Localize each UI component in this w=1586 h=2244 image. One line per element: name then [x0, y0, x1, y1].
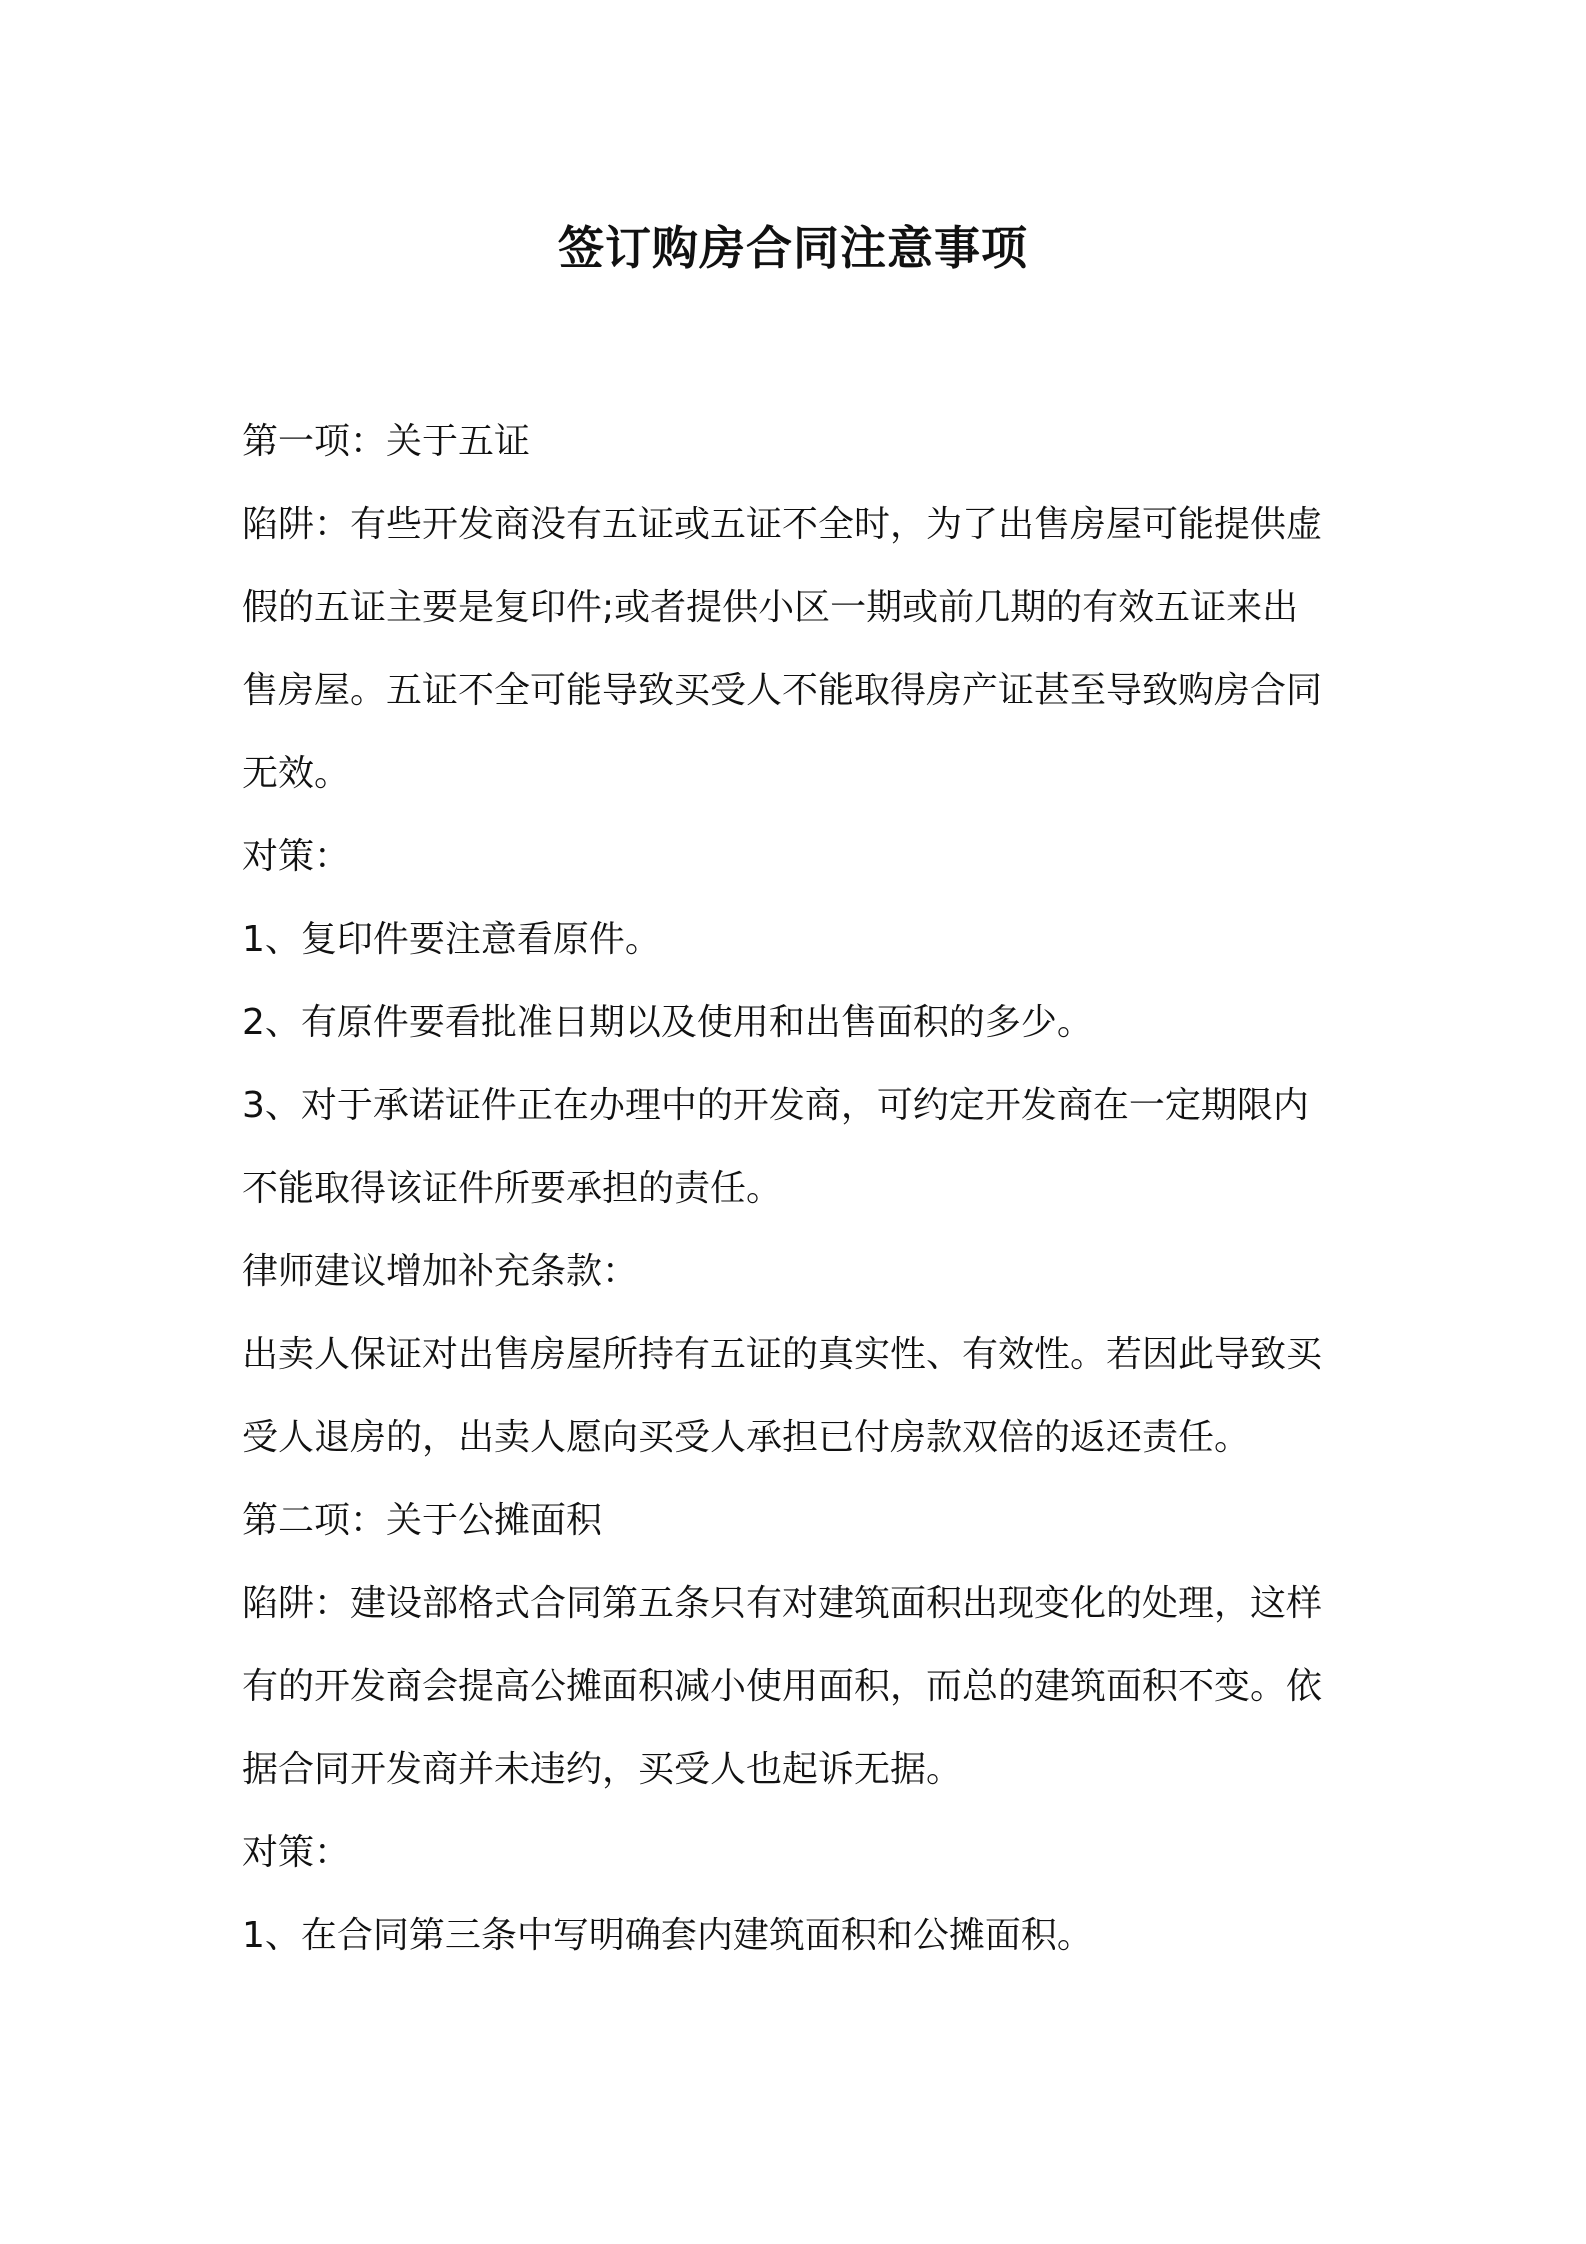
text-line: 有的开发商会提高公摊面积减小使用面积，而总的建筑面积不变。依 — [242, 1666, 1323, 1707]
strategy-label: 对策： — [242, 836, 351, 877]
list-item: 1、复印件要注意看原件。 — [242, 919, 661, 960]
list-item: 1、在合同第三条中写明确套内建筑面积和公摊面积。 — [242, 1915, 1093, 1956]
text-line: 售房屋。五证不全可能导致买受人不能取得房产证甚至导致购房合同 — [242, 670, 1323, 711]
text-line: 不能取得该证件所要承担的责任。 — [242, 1168, 783, 1209]
text-line: 受人退房的，出卖人愿向买受人承担已付房款双倍的返还责任。 — [242, 1417, 1251, 1458]
text-line: 假的五证主要是复印件;或者提供小区一期或前几期的有效五证来出 — [242, 587, 1299, 628]
document-body — [242, 400, 1362, 1977]
list-item: 2、有原件要看批准日期以及使用和出售面积的多少。 — [242, 1002, 1093, 1043]
text-line: 陷阱：有些开发商没有五证或五证不全时，为了出售房屋可能提供虚 — [242, 504, 1323, 545]
text-line: 陷阱：建设部格式合同第五条只有对建筑面积出现变化的处理，这样 — [242, 1583, 1323, 1624]
section-heading-2: 第二项：关于公摊面积 — [242, 1500, 603, 1541]
text-line: 无效。 — [242, 753, 351, 794]
document-title: 签订购房合同注意事项 — [558, 221, 1028, 275]
section-heading-1: 第一项：关于五证 — [242, 421, 531, 462]
list-item: 3、对于承诺证件正在办理中的开发商，可约定开发商在一定期限内 — [242, 1085, 1309, 1126]
text-line: 据合同开发商并未违约，买受人也起诉无据。 — [242, 1749, 963, 1790]
strategy-label: 对策： — [242, 1832, 351, 1873]
text-line: 出卖人保证对出售房屋所持有五证的真实性、有效性。若因此导致买 — [242, 1334, 1323, 1375]
lawyer-advice-label: 律师建议增加补充条款： — [242, 1251, 639, 1292]
